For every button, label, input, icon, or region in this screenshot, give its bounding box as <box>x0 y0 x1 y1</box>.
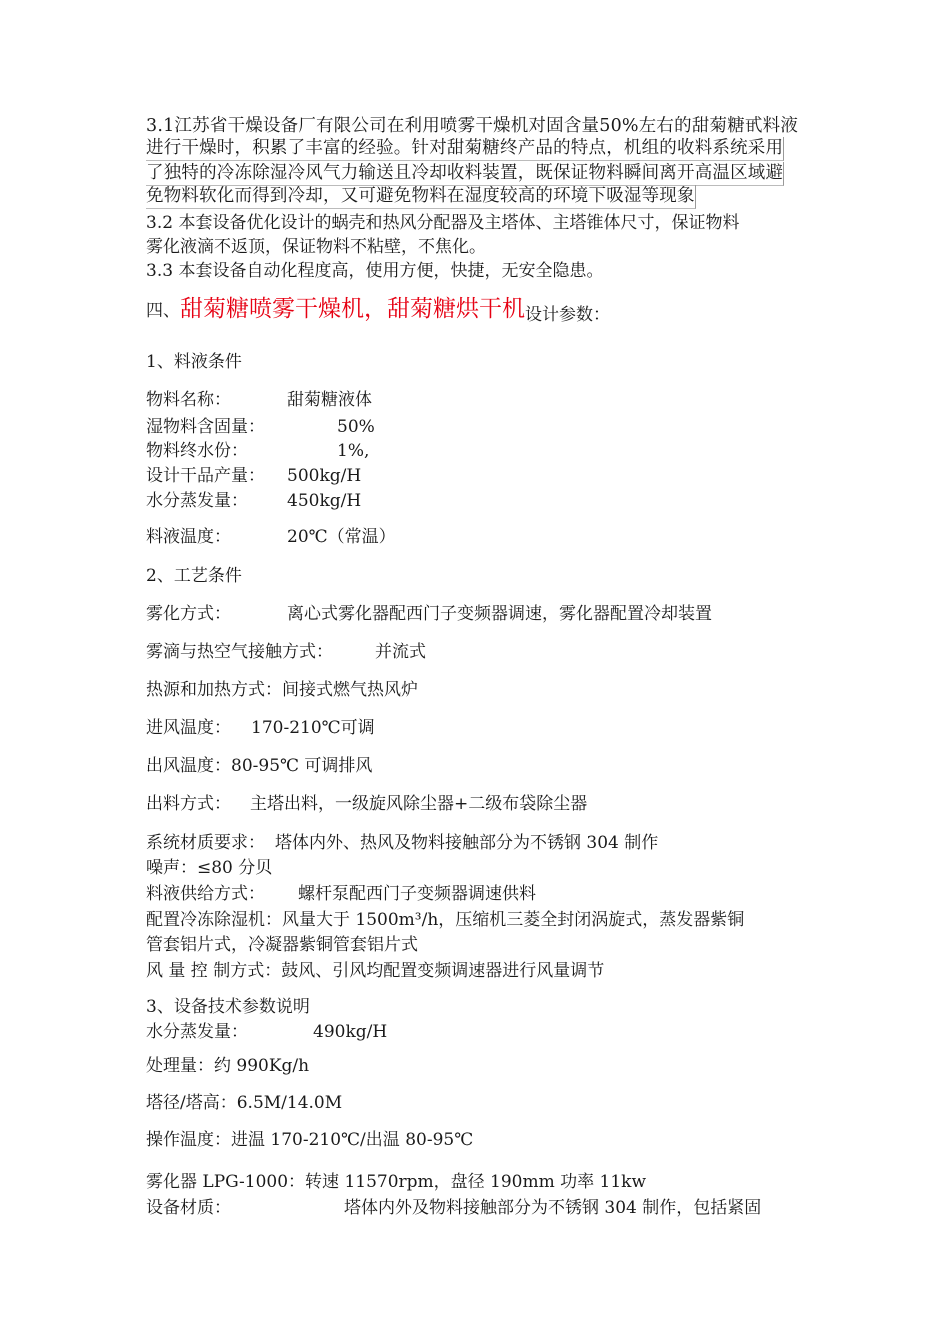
para-3-2-line-1: 3.2 本套设备优化设计的蜗壳和热风分配器及主塔体、主塔锥体尺寸，保证物料 <box>146 213 740 233</box>
atomize-label: 雾化方式： <box>146 604 231 624</box>
liquid-row-evap <box>146 489 362 513</box>
air-label: 风 量 控 制方式： <box>146 961 282 981</box>
liquid-row-solid <box>146 415 375 439</box>
liquid-output-label: 设计干品产量： <box>146 466 265 486</box>
equip-evap-value: 490kg/H <box>313 1022 388 1042</box>
process-feed <box>146 882 536 906</box>
liquid-row-output <box>146 464 362 488</box>
process-heading: 2、工艺条件 <box>146 566 242 586</box>
liquid-row-temp <box>146 525 396 549</box>
process-noise: 噪声：≤80 分贝 <box>146 858 273 878</box>
section-4-prefix: 四、 <box>146 301 180 321</box>
contact-label: 雾滴与热空气接触方式： <box>146 642 333 662</box>
liquid-heading: 1、料液条件 <box>146 352 242 372</box>
material-value: 塔体内外、热风及物料接触部分为不锈钢 304 制作 <box>275 833 659 853</box>
material-label: 系统材质要求： <box>146 833 265 853</box>
process-discharge <box>146 792 588 816</box>
air-value: 鼓风、引风均配置变频调速器进行风量调节 <box>281 961 605 981</box>
inlet-value: 170-210℃可调 <box>251 718 375 738</box>
equip-evap-label: 水分蒸发量： <box>146 1022 248 1042</box>
process-outlet: 出风温度：80-95℃ 可调排风 <box>146 756 373 776</box>
liquid-solid-value: 50% <box>337 417 375 437</box>
section-4-highlight: 甜菊糖喷雾干燥机，甜菊糖烘干机 <box>180 296 525 322</box>
liquid-temp-label: 料液温度： <box>146 527 231 547</box>
process-inlet <box>146 716 375 740</box>
process-air <box>146 959 604 983</box>
process-material <box>146 831 659 855</box>
liquid-row-name <box>146 388 372 412</box>
section-4-suffix: 设计参数： <box>525 305 610 325</box>
para-3-3: 3.3 本套设备自动化程度高，使用方便，快捷，无安全隐患。 <box>146 261 604 281</box>
discharge-label: 出料方式： <box>146 794 231 814</box>
liquid-temp-value: 20℃（常温） <box>287 527 396 547</box>
equipment-capacity: 处理量：约 990Kg/h <box>146 1056 310 1076</box>
liquid-name-value: 甜菊糖液体 <box>287 390 372 410</box>
process-contact <box>146 640 426 664</box>
para-3-2-line-2: 雾化液滴不返顶，保证物料不粘壁，不焦化。 <box>146 237 486 257</box>
equipment-evap <box>146 1020 388 1044</box>
contact-value: 并流式 <box>375 642 426 662</box>
inlet-label: 进风温度： <box>146 718 231 738</box>
equipment-heading: 3、设备技术参数说明 <box>146 997 310 1017</box>
liquid-name-label: 物料名称： <box>146 390 231 410</box>
equipment-tower: 塔径/塔高：6.5M/14.0M <box>146 1093 343 1113</box>
process-dehum-line-2: 管套铝片式，冷凝器紫铜管套铝片式 <box>146 935 418 955</box>
process-dehum-line-1: 配置冷冻除湿机：风量大于 1500m³/h，压缩机三菱全封闭涡旋式，蒸发器紫铜 <box>146 910 745 930</box>
para-3-1-line-2: 进行干燥时，积累了丰富的经验。针对甜菊糖终产品的特点，机组的收料系统采用 <box>146 137 784 161</box>
liquid-output-value: 500kg/H <box>287 466 362 486</box>
para-3-1-line-1: 3.1江苏省干燥设备厂有限公司在利用喷雾干燥机对固含量50%左右的甜菊糖甙料液 <box>146 116 799 136</box>
liquid-evap-label: 水分蒸发量： <box>146 491 248 511</box>
para-3-1-line-3: 了独特的冷冻除湿冷风气力输送且冷却收料装置，既保证物料瞬间离开高温区域避 <box>146 162 784 186</box>
equipment-optemp: 操作温度：进温 170-210℃/出温 80-95℃ <box>146 1130 474 1150</box>
discharge-value: 主塔出料，一级旋风除尘器+二级布袋除尘器 <box>250 794 588 814</box>
equipment-atomizer: 雾化器 LPG-1000：转速 11570rpm，盘径 190mm 功率 11kw <box>146 1172 647 1192</box>
process-heat: 热源和加热方式：间接式燃气热风炉 <box>146 680 418 700</box>
section-4-heading <box>146 294 610 326</box>
para-3-1-line-4: 免物料软化而得到冷却，又可避免物料在湿度较高的环境下吸湿等现象 <box>146 185 696 209</box>
equipment-material <box>146 1196 762 1220</box>
feed-value: 螺杆泵配西门子变频器调速供料 <box>298 884 536 904</box>
equip-mat-value: 塔体内外及物料接触部分为不锈钢 304 制作，包括紧固 <box>344 1198 762 1218</box>
feed-label: 料液供给方式： <box>146 884 265 904</box>
liquid-moisture-label: 物料终水份： <box>146 441 248 461</box>
liquid-solid-label: 湿物料含固量： <box>146 417 265 437</box>
liquid-row-moisture <box>146 439 370 463</box>
liquid-evap-value: 450kg/H <box>287 491 362 511</box>
atomize-value: 离心式雾化器配西门子变频器调速，雾化器配置冷却装置 <box>287 604 712 624</box>
process-atomize <box>146 602 712 626</box>
liquid-moisture-value: 1%, <box>337 441 370 461</box>
equip-mat-label: 设备材质： <box>146 1198 231 1218</box>
